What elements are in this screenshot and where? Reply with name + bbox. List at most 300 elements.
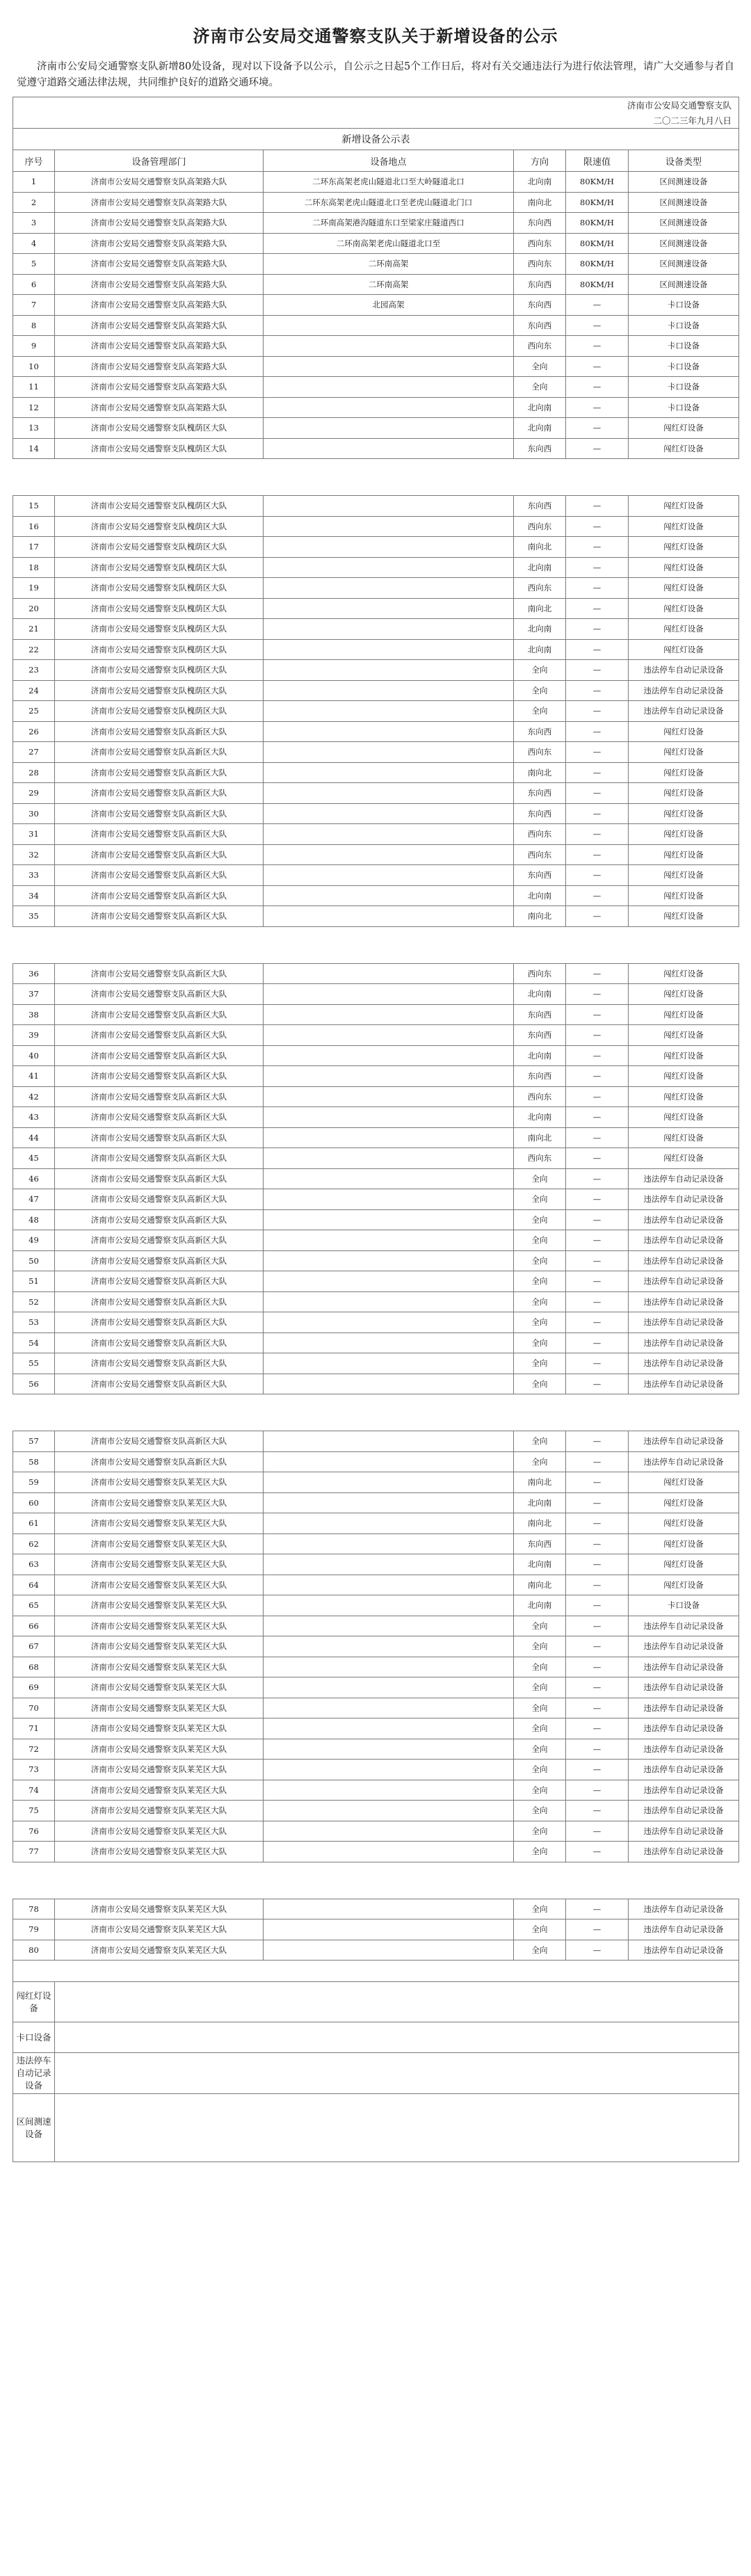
table-row — [13, 1698, 739, 1718]
cell-no: 56 — [13, 1374, 55, 1394]
cell-no: 21 — [13, 619, 55, 640]
cell-no: 32 — [13, 844, 55, 865]
rule-row — [13, 2094, 739, 2162]
cell-speed-limit: — — [566, 1271, 629, 1292]
cell-no: 55 — [13, 1353, 55, 1374]
cell-dept: 济南市公安局交通警察支队莱芜区大队 — [55, 1899, 264, 1919]
cell-dept: 济南市公安局交通警察支队槐荫区大队 — [55, 619, 264, 640]
cell-direction: 全向 — [514, 356, 566, 377]
cell-type: 闯红灯设备 — [629, 1025, 739, 1046]
cell-type: 闯红灯设备 — [629, 984, 739, 1005]
table-row — [13, 336, 739, 357]
cell-site — [264, 1374, 514, 1394]
cell-dept: 济南市公安局交通警察支队高新区大队 — [55, 1312, 264, 1333]
cell-site — [264, 1333, 514, 1353]
cell-type: 违法停车自动记录设备 — [629, 1919, 739, 1940]
cell-type: 闯红灯设备 — [629, 1107, 739, 1128]
cell-type: 违法停车自动记录设备 — [629, 1698, 739, 1718]
cell-speed-limit: — — [566, 1127, 629, 1148]
cell-type: 闯红灯设备 — [629, 721, 739, 742]
table-row — [13, 660, 739, 681]
cell-speed-limit: — — [566, 1333, 629, 1353]
cell-direction: 南向北 — [514, 1472, 566, 1493]
cell-no: 40 — [13, 1045, 55, 1066]
table-row — [13, 1899, 739, 1919]
cell-dept: 济南市公安局交通警察支队高架路大队 — [55, 295, 264, 316]
cell-direction: 全向 — [514, 1616, 566, 1636]
cell-speed-limit: — — [566, 1045, 629, 1066]
rule-text — [55, 2094, 739, 2162]
cell-dept: 济南市公安局交通警察支队高新区大队 — [55, 885, 264, 906]
cell-speed-limit: — — [566, 1533, 629, 1554]
cell-site — [264, 1801, 514, 1821]
cell-speed-limit: — — [566, 1554, 629, 1575]
table-row — [13, 1842, 739, 1862]
cell-direction: 西向东 — [514, 254, 566, 275]
cell-dept: 济南市公安局交通警察支队莱芜区大队 — [55, 1821, 264, 1842]
cell-site: 二环南高架 — [264, 274, 514, 295]
table-row — [13, 1739, 739, 1760]
cell-site — [264, 1595, 514, 1616]
cell-speed-limit: — — [566, 1616, 629, 1636]
cell-type: 违法停车自动记录设备 — [629, 1312, 739, 1333]
cell-no: 45 — [13, 1148, 55, 1169]
cell-dept: 济南市公安局交通警察支队高架路大队 — [55, 172, 264, 193]
rule-label: 违法停车自动记录设备 — [13, 2053, 55, 2094]
table-row — [13, 1333, 739, 1353]
cell-dept: 济南市公安局交通警察支队高新区大队 — [55, 1333, 264, 1353]
cell-direction: 全向 — [514, 701, 566, 722]
cell-site — [264, 803, 514, 824]
cell-no: 52 — [13, 1291, 55, 1312]
cell-type: 闯红灯设备 — [629, 803, 739, 824]
cell-dept: 济南市公安局交通警察支队槐荫区大队 — [55, 598, 264, 619]
cell-type: 闯红灯设备 — [629, 906, 739, 927]
cell-site — [264, 1575, 514, 1595]
cell-site — [264, 1554, 514, 1575]
cell-direction: 西向东 — [514, 844, 566, 865]
cell-direction: 全向 — [514, 1312, 566, 1333]
cell-type: 违法停车自动记录设备 — [629, 1230, 739, 1251]
page-break-gap — [13, 926, 739, 963]
table-row — [13, 1291, 739, 1312]
cell-site — [264, 1086, 514, 1107]
cell-site — [264, 1513, 514, 1534]
cell-dept: 济南市公安局交通警察支队高新区大队 — [55, 762, 264, 783]
table-row — [13, 762, 739, 783]
table-row — [13, 1595, 739, 1616]
cell-dept: 济南市公安局交通警察支队槐荫区大队 — [55, 701, 264, 722]
cell-speed-limit: — — [566, 496, 629, 517]
table-row — [13, 1657, 739, 1677]
cell-site — [264, 844, 514, 865]
table-row — [13, 1718, 739, 1739]
table-row — [13, 803, 739, 824]
cell-direction: 全向 — [514, 1374, 566, 1394]
cell-speed-limit: — — [566, 1821, 629, 1842]
table-row — [13, 418, 739, 439]
cell-dept: 济南市公安局交通警察支队高新区大队 — [55, 1451, 264, 1472]
cell-direction: 全向 — [514, 1801, 566, 1821]
cell-speed-limit: — — [566, 1739, 629, 1760]
cell-direction: 北向南 — [514, 1107, 566, 1128]
cell-direction: 全向 — [514, 1821, 566, 1842]
cell-no: 68 — [13, 1657, 55, 1677]
cell-site: 二环南高架 — [264, 254, 514, 275]
cell-direction: 全向 — [514, 1677, 566, 1698]
cell-direction: 东向西 — [514, 315, 566, 336]
cell-type: 卡口设备 — [629, 336, 739, 357]
table-row — [13, 315, 739, 336]
cell-direction: 东向西 — [514, 865, 566, 886]
cell-dept: 济南市公安局交通警察支队高新区大队 — [55, 1353, 264, 1374]
cell-type: 闯红灯设备 — [629, 1127, 739, 1148]
cell-site — [264, 598, 514, 619]
cell-no: 25 — [13, 701, 55, 722]
cell-direction: 全向 — [514, 1333, 566, 1353]
cell-dept: 济南市公安局交通警察支队高架路大队 — [55, 397, 264, 418]
cell-speed-limit: — — [566, 963, 629, 984]
cell-speed-limit: — — [566, 418, 629, 439]
cell-dept: 济南市公安局交通警察支队高新区大队 — [55, 803, 264, 824]
cell-no: 1 — [13, 172, 55, 193]
cell-site: 北园高架 — [264, 295, 514, 316]
cell-type: 违法停车自动记录设备 — [629, 660, 739, 681]
cell-dept: 济南市公安局交通警察支队莱芜区大队 — [55, 1472, 264, 1493]
table-row — [13, 639, 739, 660]
cell-dept: 济南市公安局交通警察支队高架路大队 — [55, 336, 264, 357]
cell-no: 67 — [13, 1636, 55, 1657]
cell-type: 闯红灯设备 — [629, 742, 739, 763]
cell-type: 闯红灯设备 — [629, 1554, 739, 1575]
cell-dept: 济南市公安局交通警察支队高新区大队 — [55, 1431, 264, 1452]
cell-speed-limit: 80KM/H — [566, 213, 629, 234]
cell-type: 违法停车自动记录设备 — [629, 701, 739, 722]
cell-site — [264, 1760, 514, 1780]
cell-speed-limit: — — [566, 1677, 629, 1698]
cell-speed-limit: — — [566, 1250, 629, 1271]
header-dept: 设备管理部门 — [55, 150, 264, 172]
cell-speed-limit: — — [566, 1718, 629, 1739]
table-row — [13, 1533, 739, 1554]
cell-speed-limit: — — [566, 1230, 629, 1251]
table-header-row — [13, 150, 739, 172]
cell-speed-limit: — — [566, 1004, 629, 1025]
cell-dept: 济南市公安局交通警察支队莱芜区大队 — [55, 1554, 264, 1575]
header-direction: 方向 — [514, 150, 566, 172]
cell-no: 16 — [13, 516, 55, 537]
cell-site — [264, 701, 514, 722]
cell-direction: 西向东 — [514, 1148, 566, 1169]
table-row — [13, 783, 739, 804]
cell-no: 63 — [13, 1554, 55, 1575]
cell-speed-limit: 80KM/H — [566, 233, 629, 254]
cell-type: 闯红灯设备 — [629, 824, 739, 845]
cell-speed-limit: — — [566, 1940, 629, 1961]
cell-type: 违法停车自动记录设备 — [629, 1677, 739, 1698]
page-break-gap — [13, 1862, 739, 1899]
cell-dept: 济南市公安局交通警察支队高新区大队 — [55, 1374, 264, 1394]
table-row — [13, 1636, 739, 1657]
cell-direction: 全向 — [514, 1780, 566, 1801]
cell-dept: 济南市公安局交通警察支队槐荫区大队 — [55, 496, 264, 517]
cell-dept: 济南市公安局交通警察支队高新区大队 — [55, 865, 264, 886]
cell-direction: 全向 — [514, 680, 566, 701]
cell-site — [264, 1250, 514, 1271]
cell-no: 23 — [13, 660, 55, 681]
table-row — [13, 1472, 739, 1493]
cell-site — [264, 963, 514, 984]
table-row — [13, 1677, 739, 1698]
cell-speed-limit: — — [566, 1899, 629, 1919]
cell-direction: 南向北 — [514, 598, 566, 619]
cell-dept: 济南市公安局交通警察支队高架路大队 — [55, 356, 264, 377]
cell-speed-limit: 80KM/H — [566, 254, 629, 275]
cell-site — [264, 1698, 514, 1718]
cell-speed-limit: — — [566, 680, 629, 701]
cell-speed-limit: — — [566, 1025, 629, 1046]
cell-direction: 全向 — [514, 1842, 566, 1862]
cell-type: 闯红灯设备 — [629, 598, 739, 619]
cell-no: 79 — [13, 1919, 55, 1940]
cell-site — [264, 1230, 514, 1251]
cell-speed-limit: — — [566, 721, 629, 742]
cell-type: 闯红灯设备 — [629, 1513, 739, 1534]
cell-direction: 全向 — [514, 1431, 566, 1452]
cell-speed-limit: — — [566, 336, 629, 357]
cell-type: 区间测速设备 — [629, 233, 739, 254]
cell-site — [264, 1168, 514, 1189]
cell-direction: 北向南 — [514, 172, 566, 193]
cell-no: 77 — [13, 1842, 55, 1862]
table-row — [13, 1919, 739, 1940]
cell-type: 违法停车自动记录设备 — [629, 1616, 739, 1636]
document-title: 济南市公安局交通警察支队关于新增设备的公示 — [193, 26, 558, 46]
table-row — [13, 1801, 739, 1821]
table-row — [13, 1045, 739, 1066]
cell-no: 42 — [13, 1086, 55, 1107]
cell-site — [264, 1739, 514, 1760]
cell-type: 违法停车自动记录设备 — [629, 1780, 739, 1801]
table-row — [13, 963, 739, 984]
table-row — [13, 598, 739, 619]
table-row — [13, 1086, 739, 1107]
cell-type: 闯红灯设备 — [629, 1575, 739, 1595]
cell-no: 18 — [13, 557, 55, 578]
cell-no: 72 — [13, 1739, 55, 1760]
table-row — [13, 537, 739, 558]
issue-date: 二〇二三年九月八日 — [13, 113, 739, 129]
cell-dept: 济南市公安局交通警察支队槐荫区大队 — [55, 418, 264, 439]
cell-direction: 东向西 — [514, 1025, 566, 1046]
cell-no: 75 — [13, 1801, 55, 1821]
cell-no: 4 — [13, 233, 55, 254]
cell-no: 20 — [13, 598, 55, 619]
cell-direction: 全向 — [514, 660, 566, 681]
table-row — [13, 1760, 739, 1780]
table-row — [13, 680, 739, 701]
cell-dept: 济南市公安局交通警察支队高新区大队 — [55, 1107, 264, 1128]
cell-direction: 全向 — [514, 1353, 566, 1374]
cell-direction: 西向东 — [514, 578, 566, 599]
table-row — [13, 1374, 739, 1394]
cell-no: 9 — [13, 336, 55, 357]
cell-dept: 济南市公安局交通警察支队高新区大队 — [55, 1004, 264, 1025]
cell-dept: 济南市公安局交通警察支队高新区大队 — [55, 1086, 264, 1107]
cell-no: 44 — [13, 1127, 55, 1148]
cell-no: 10 — [13, 356, 55, 377]
cell-direction: 北向南 — [514, 984, 566, 1005]
table-row — [13, 906, 739, 927]
cell-direction: 东向西 — [514, 274, 566, 295]
cell-site — [264, 660, 514, 681]
table-row — [13, 438, 739, 459]
cell-dept: 济南市公安局交通警察支队高新区大队 — [55, 1291, 264, 1312]
cell-site — [264, 1004, 514, 1025]
cell-type: 违法停车自动记录设备 — [629, 1271, 739, 1292]
cell-direction: 东向西 — [514, 803, 566, 824]
page-break-gap — [13, 459, 739, 496]
cell-type: 违法停车自动记录设备 — [629, 1760, 739, 1780]
table-caption-row — [13, 129, 739, 150]
cell-speed-limit: — — [566, 660, 629, 681]
cell-direction: 西向东 — [514, 233, 566, 254]
cell-dept: 济南市公安局交通警察支队槐荫区大队 — [55, 557, 264, 578]
cell-site — [264, 1492, 514, 1513]
table-row — [13, 1513, 739, 1534]
cell-site — [264, 356, 514, 377]
table-row — [13, 356, 739, 377]
cell-no: 49 — [13, 1230, 55, 1251]
cell-speed-limit: — — [566, 557, 629, 578]
cell-speed-limit: — — [566, 906, 629, 927]
cell-type: 违法停车自动记录设备 — [629, 1431, 739, 1452]
cell-dept: 济南市公安局交通警察支队高架路大队 — [55, 377, 264, 398]
cell-dept: 济南市公安局交通警察支队莱芜区大队 — [55, 1533, 264, 1554]
cell-direction: 北向南 — [514, 1554, 566, 1575]
table-row — [13, 1616, 739, 1636]
cell-direction: 南向北 — [514, 192, 566, 213]
cell-dept: 济南市公安局交通警察支队高新区大队 — [55, 1189, 264, 1210]
cell-no: 36 — [13, 963, 55, 984]
cell-dept: 济南市公安局交通警察支队莱芜区大队 — [55, 1718, 264, 1739]
cell-no: 5 — [13, 254, 55, 275]
cell-type: 闯红灯设备 — [629, 639, 739, 660]
cell-dept: 济南市公安局交通警察支队槐荫区大队 — [55, 680, 264, 701]
table-row — [13, 192, 739, 213]
rule-label: 闯红灯设备 — [13, 1982, 55, 2022]
table-row — [13, 1066, 739, 1087]
cell-site — [264, 619, 514, 640]
cell-no: 19 — [13, 578, 55, 599]
cell-direction: 全向 — [514, 1291, 566, 1312]
table-row — [13, 1312, 739, 1333]
cell-site: 二环南高架老虎山隧道北口至 — [264, 233, 514, 254]
cell-direction: 北向南 — [514, 397, 566, 418]
cell-direction: 南向北 — [514, 762, 566, 783]
issuer-row — [13, 97, 739, 113]
rule-row — [13, 2022, 739, 2053]
cell-site — [264, 1718, 514, 1739]
cell-type: 违法停车自动记录设备 — [629, 1899, 739, 1919]
cell-speed-limit: — — [566, 1919, 629, 1940]
cell-site — [264, 496, 514, 517]
cell-site: 二环南高架港沟隧道东口至梁家庄隧道西口 — [264, 213, 514, 234]
cell-no: 69 — [13, 1677, 55, 1698]
table-row — [13, 721, 739, 742]
cell-no: 78 — [13, 1899, 55, 1919]
cell-no: 47 — [13, 1189, 55, 1210]
cell-dept: 济南市公安局交通警察支队莱芜区大队 — [55, 1940, 264, 1961]
cell-no: 28 — [13, 762, 55, 783]
cell-no: 11 — [13, 377, 55, 398]
cell-type: 闯红灯设备 — [629, 1086, 739, 1107]
header-speed-limit: 限速值 — [566, 150, 629, 172]
cell-site — [264, 1045, 514, 1066]
issuer: 济南市公安局交通警察支队 — [13, 97, 739, 113]
cell-speed-limit: — — [566, 1353, 629, 1374]
page-break-cell — [13, 1394, 739, 1431]
cell-speed-limit: — — [566, 1780, 629, 1801]
rule-label: 区间测速设备 — [13, 2094, 55, 2162]
cell-type: 闯红灯设备 — [629, 885, 739, 906]
cell-no: 31 — [13, 824, 55, 845]
cell-site — [264, 578, 514, 599]
cell-dept: 济南市公安局交通警察支队莱芜区大队 — [55, 1919, 264, 1940]
cell-dept: 济南市公安局交通警察支队高架路大队 — [55, 315, 264, 336]
cell-dept: 济南市公安局交通警察支队高新区大队 — [55, 1025, 264, 1046]
cell-type: 违法停车自动记录设备 — [629, 1718, 739, 1739]
cell-site — [264, 1271, 514, 1292]
cell-no: 12 — [13, 397, 55, 418]
cell-dept: 济南市公安局交通警察支队槐荫区大队 — [55, 660, 264, 681]
table-row — [13, 172, 739, 193]
table-row — [13, 1492, 739, 1513]
cell-site — [264, 906, 514, 927]
cell-direction: 西向东 — [514, 742, 566, 763]
cell-direction: 全向 — [514, 1250, 566, 1271]
cell-type: 违法停车自动记录设备 — [629, 1801, 739, 1821]
cell-dept: 济南市公安局交通警察支队高架路大队 — [55, 233, 264, 254]
cell-site: 二环东高架老虎山隧道北口至大岭隧道北口 — [264, 172, 514, 193]
cell-direction: 全向 — [514, 1189, 566, 1210]
cell-no: 35 — [13, 906, 55, 927]
cell-site — [264, 1616, 514, 1636]
cell-dept: 济南市公安局交通警察支队槐荫区大队 — [55, 578, 264, 599]
cell-direction: 全向 — [514, 1760, 566, 1780]
cell-no: 57 — [13, 1431, 55, 1452]
cell-no: 41 — [13, 1066, 55, 1087]
cell-no: 71 — [13, 1718, 55, 1739]
table-row — [13, 1209, 739, 1230]
table-row — [13, 1230, 739, 1251]
cell-type: 闯红灯设备 — [629, 783, 739, 804]
cell-dept: 济南市公安局交通警察支队莱芜区大队 — [55, 1595, 264, 1616]
cell-dept: 济南市公安局交通警察支队高新区大队 — [55, 824, 264, 845]
cell-site — [264, 783, 514, 804]
cell-type: 闯红灯设备 — [629, 1066, 739, 1087]
rule-text — [55, 1982, 739, 2022]
cell-site — [264, 1025, 514, 1046]
cell-type: 违法停车自动记录设备 — [629, 1250, 739, 1271]
rules-title-row — [13, 1961, 739, 1982]
cell-speed-limit: — — [566, 1291, 629, 1312]
cell-no: 76 — [13, 1821, 55, 1842]
cell-no: 26 — [13, 721, 55, 742]
cell-no: 73 — [13, 1760, 55, 1780]
cell-dept: 济南市公安局交通警察支队槐荫区大队 — [55, 516, 264, 537]
cell-speed-limit: — — [566, 578, 629, 599]
